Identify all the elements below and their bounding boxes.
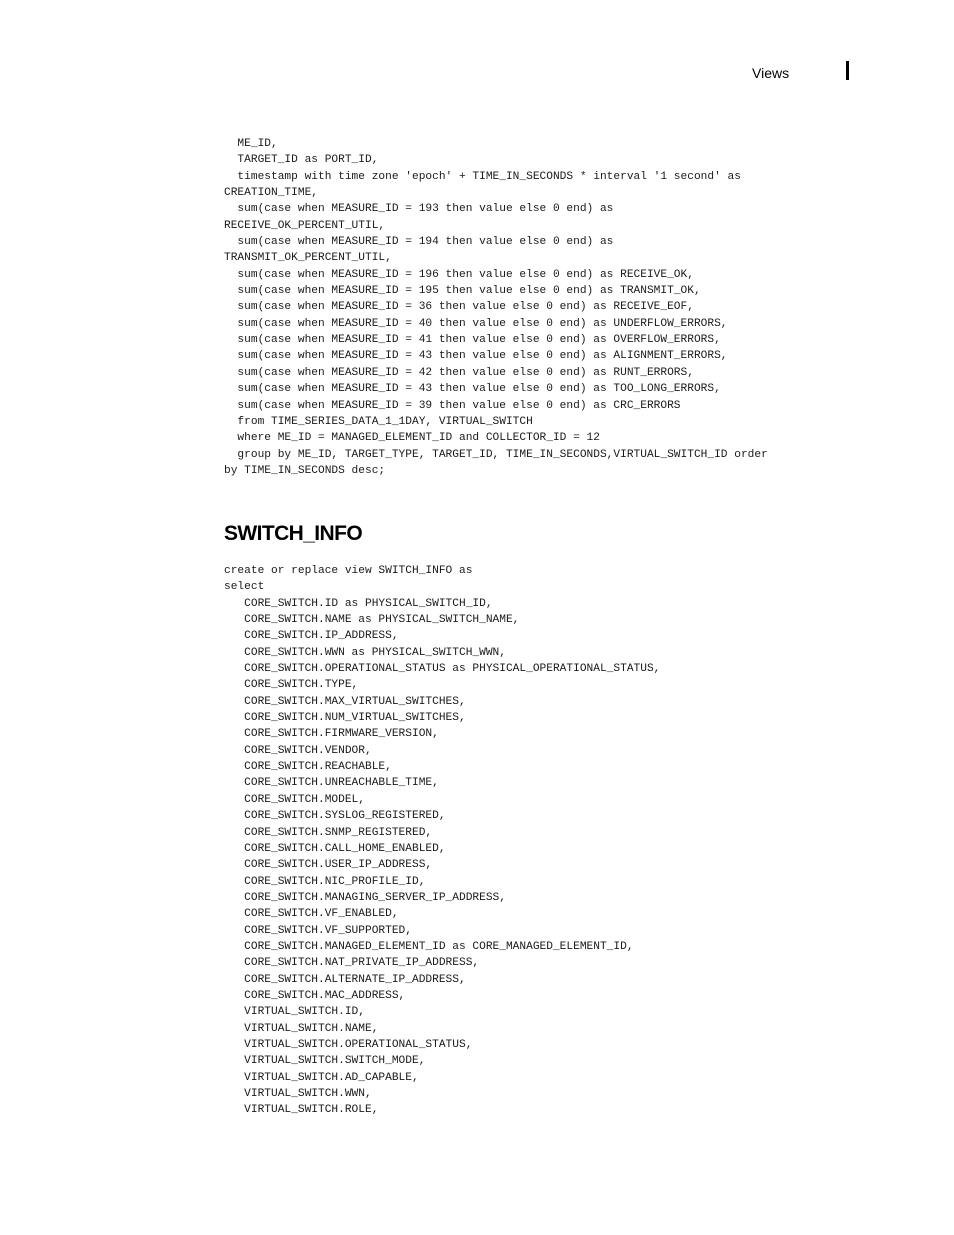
header-marker-bar [846, 61, 849, 80]
running-header-section-label: Views [752, 65, 790, 81]
sql-code-block-switch-info: create or replace view SWITCH_INFO as select CORE_SWITCH.ID as PHYSICAL_SWITCH_ID, CORE_SWITCH.NAME as PHYSICAL_SWITCH_NAME, CORE_SWITCH.IP_ADDRESS, CORE_SWITCH.WWN as PHYSICAL_SWITCH_WWN, CORE_SWITCH.OPERATIONAL_STATUS as PHYSICAL_OPERATIONAL_STATUS, CORE_SWITCH.TYPE, CORE_SWITCH.MAX_VIRTUAL_SWITCHES, CORE_SWITCH.NUM_VIRTUAL_SWITCHES, CORE_SWITCH.FIRMWARE_VERSION, CORE_SWITCH.VENDOR, CORE_SWITCH.REACHABLE, CORE_SWITCH.UNREACHABLE_TIME, CORE_SWITCH.MODEL, CORE_SWITCH.SYSLOG_REGISTERED, CORE_SWITCH.SNMP_REGISTERED, CORE_SWITCH.CALL_HOME_ENABLED, CORE_SWITCH.USER_IP_ADDRESS, CORE_SWITCH.NIC_PROFILE_ID, CORE_SWITCH.MANAGING_SERVER_IP_ADDRESS, CORE_SWITCH.VF_ENABLED, CORE_SWITCH.VF_SUPPORTED, CORE_SWITCH.MANAGED_ELEMENT_ID as CORE_MANAGED_ELEMENT_ID, CORE_SWITCH.NAT_PRIVATE_IP_ADDRESS, CORE_SWITCH.ALTERNATE_IP_ADDRESS, CORE_SWITCH.MAC_ADDRESS, VIRTUAL_SWITCH.ID, VIRTUAL_SWITCH.NAME, VIRTUAL_SWITCH.OPERATIONAL_STATUS, VIRTUAL_SWITCH.SWITCH_MODE, VIRTUAL_SWITCH.AD_CAPABLE, VIRTUAL_SWITCH.WWN, VIRTUAL_SWITCH.ROLE, [224, 565, 661, 1117]
sql-code-block-continued: ME_ID, TARGET_ID as PORT_ID, timestamp with time zone 'epoch' + TIME_IN_SECONDS * interval '1 second' as CREATION_TIME, sum(case when MEASURE_ID = 193 then value else 0 end) as RECEIVE_OK_PERCENT_UTIL, sum(case when MEASURE_ID = 194 then value else 0 end) as TRANSMIT_OK_PERCENT_UTIL, sum(case when MEASURE_ID = 196 then value else 0 end) as RECEIVE_OK, sum(case when MEASURE_ID = 195 then value else 0 end) as TRANSMIT_OK, sum(case when MEASURE_ID = 36 then value else 0 end) as RECEIVE_EOF, sum(case when MEASURE_ID = 40 then value else 0 end) as UNDERFLOW_ERRORS, sum(case when MEASURE_ID = 41 then value else 0 end) as OVERFLOW_ERRORS, sum(case when MEASURE_ID = 43 then value else 0 end) as ALIGNMENT_ERRORS, sum(case when MEASURE_ID = 42 then value else 0 end) as RUNT_ERRORS, sum(case when MEASURE_ID = 43 then value else 0 end) as TOO_LONG_ERRORS, sum(case when MEASURE_ID = 39 then value else 0 end) as CRC_ERRORS from TIME_SERIES_DATA_1_1DAY, VIRTUAL_SWITCH where ME_ID = MANAGED_ELEMENT_ID and COLLECTOR_ID = 12 group by ME_ID, TARGET_TYPE, TARGET_ID, TIME_IN_SECONDS,VIRTUAL_SWITCH_ID order by TIME_IN_SECONDS desc; [224, 138, 768, 477]
section-heading: SWITCH_INFO [224, 522, 363, 545]
